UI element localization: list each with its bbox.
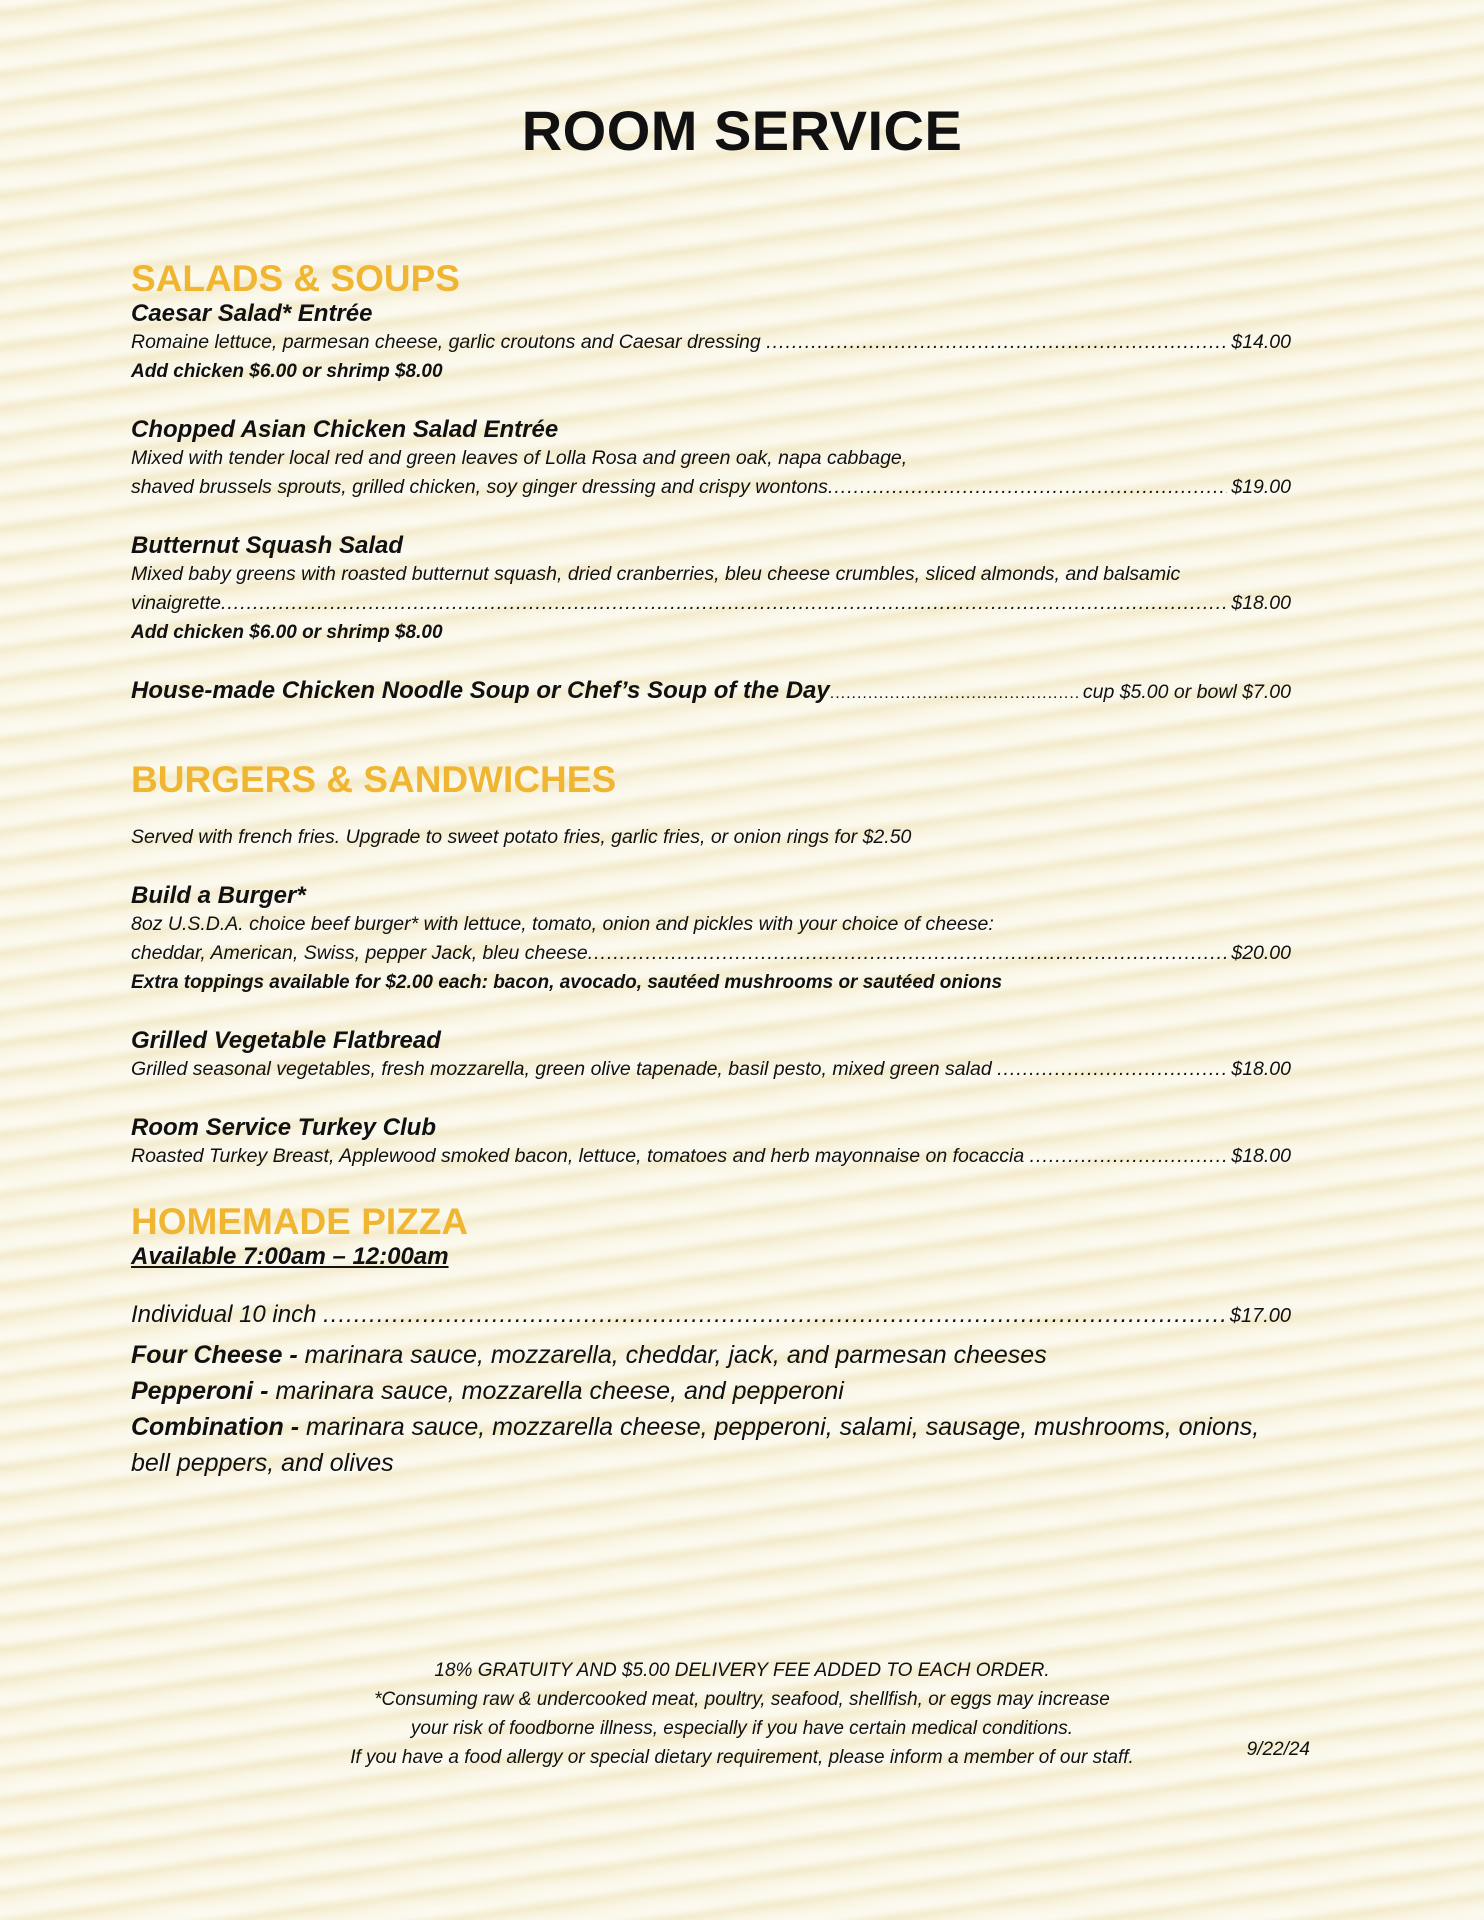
item-price: $18.00 <box>1231 1145 1291 1167</box>
pizza-option-combination <box>131 1409 1291 1481</box>
pizza-option-desc: marinara sauce, mozzarella cheese, and pepperoni <box>268 1377 844 1405</box>
pizza-option-desc: marinara sauce, mozzarella, cheddar, jack, and parmesan cheeses <box>297 1341 1047 1369</box>
footer-allergy-line: If you have a food allergy or special dietary requirement, please inform a member of our staff. <box>350 1747 1134 1768</box>
menu-date: 9/22/24 <box>1246 1739 1310 1760</box>
page-title: ROOM SERVICE <box>521 99 963 162</box>
item-name: Chopped Asian Chicken Salad Entrée <box>131 416 559 443</box>
item-desc: 8oz U.S.D.A. choice beef burger* with lettuce, tomato, onion and pickles with your choice of cheese: <box>131 913 994 935</box>
section-heading-salads: SALADS & SOUPS <box>131 258 460 299</box>
section-heading-pizza: HOMEMADE PIZZA <box>131 1201 469 1242</box>
pizza-price: $17.00 <box>1229 1305 1291 1327</box>
menu-item-burger <box>131 882 1291 997</box>
menu-content <box>131 258 1291 1481</box>
item-desc-row <box>131 328 1291 357</box>
menu-item-soup <box>131 677 1291 707</box>
menu-item-flatbread <box>131 1027 1291 1084</box>
item-name: Caesar Salad* Entrée <box>131 300 373 327</box>
section-heading-burgers: BURGERS & SANDWICHES <box>131 759 617 800</box>
item-name: Butternut Squash Salad <box>131 532 404 559</box>
pizza-size-row <box>131 1301 1291 1329</box>
pizza-option-label: Four Cheese - <box>131 1341 298 1369</box>
menu-item-turkey-club <box>131 1114 1291 1171</box>
item-desc: shaved brussels sprouts, grilled chicken, soy ginger dressing and crispy wontons <box>131 476 828 498</box>
item-desc: Grilled seasonal vegetables, fresh mozzarella, green olive tapenade, basil pesto, mixed green salad <box>131 1058 992 1080</box>
item-desc: cheddar, American, Swiss, pepper Jack, bleu cheese <box>131 942 588 964</box>
footer-warning-line: your risk of foodborne illness, especially if you have certain medical conditions. <box>410 1718 1074 1739</box>
item-desc-row <box>131 473 1291 502</box>
pizza-option-pepperoni <box>131 1373 1291 1409</box>
item-addon-note: Add chicken $6.00 or shrimp $8.00 <box>131 361 443 382</box>
menu-item-caesar <box>131 300 1291 386</box>
item-price: $19.00 <box>1231 476 1291 498</box>
pizza-option-label: Combination - <box>131 1413 300 1441</box>
pizza-option-desc: marinara sauce, mozzarella cheese, pepperoni, salami, sausage, mushrooms, onions, bell peppers, and olives <box>131 1413 1260 1477</box>
menu-item-squash-salad <box>131 532 1291 647</box>
item-name: House-made Chicken Noodle Soup or Chef’s Soup of the Day <box>131 677 830 704</box>
pizza-size: Individual 10 inch <box>131 1301 317 1328</box>
item-desc: Romaine lettuce, parmesan cheese, garlic croutons and Caesar dressing <box>131 331 761 353</box>
item-desc-row <box>131 589 1291 618</box>
item-desc: Mixed baby greens with roasted butternut squash, dried cranberries, bleu cheese crumbles, sliced almonds, and balsamic <box>131 563 1181 585</box>
item-name: Grilled Vegetable Flatbread <box>131 1027 441 1054</box>
item-addon-note: Extra toppings available for $2.00 each: bacon, avocado, sautéed mushrooms or sautéed onions <box>131 972 1003 993</box>
item-desc-row <box>131 1055 1291 1084</box>
item-price: $18.00 <box>1231 592 1291 614</box>
item-price: $18.00 <box>1231 1058 1291 1080</box>
item-price: $14.00 <box>1231 331 1291 353</box>
item-price: $20.00 <box>1231 942 1291 964</box>
item-desc-row <box>131 939 1291 968</box>
item-desc: Mixed with tender local red and green leaves of Lolla Rosa and green oak, napa cabbage, <box>131 447 908 469</box>
item-desc: Roasted Turkey Breast, Applewood smoked bacon, lettuce, tomatoes and herb mayonnaise on focaccia <box>131 1145 1025 1167</box>
section-intro: Served with french fries. Upgrade to sweet potato fries, garlic fries, or onion rings for $2.50 <box>131 826 912 848</box>
footer-gratuity: 18% GRATUITY AND $5.00 DELIVERY FEE ADDED TO EACH ORDER. <box>434 1660 1050 1681</box>
item-name: Build a Burger* <box>131 882 306 909</box>
footer-warning-line: *Consuming raw & undercooked meat, poultry, seafood, shellfish, or eggs may increase <box>374 1689 1110 1710</box>
menu-item-asian-salad <box>131 416 1291 502</box>
item-desc-row <box>131 1142 1291 1171</box>
item-addon-note: Add chicken $6.00 or shrimp $8.00 <box>131 622 443 643</box>
item-name: Room Service Turkey Club <box>131 1114 436 1141</box>
pizza-availability: Available 7:00am – 12:00am <box>131 1243 449 1270</box>
pizza-option-four-cheese <box>131 1337 1291 1373</box>
item-price: cup $5.00 or bowl $7.00 <box>1082 681 1291 703</box>
pizza-option-label: Pepperoni - <box>131 1377 269 1405</box>
item-desc: vinaigrette <box>131 592 221 614</box>
